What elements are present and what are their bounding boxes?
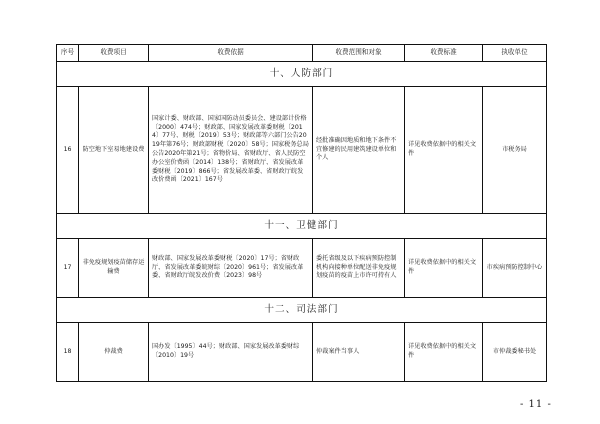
section-title: 十二、司法部门 <box>57 298 547 323</box>
row-item: 防空地下室易地建设费 <box>79 87 149 214</box>
table-row <box>57 239 547 298</box>
row-standard: 详见收费依据中的相关文件 <box>405 87 483 214</box>
row-item: 非免疫规划疫苗储存运输费 <box>79 239 149 298</box>
section-heading-justice <box>57 298 547 323</box>
row-item: 仲裁费 <box>79 323 149 382</box>
table-header-row <box>57 45 547 62</box>
row-unit: 市疾病预防控制中心 <box>483 239 547 298</box>
section-heading-civil-defense <box>57 62 547 87</box>
row-basis: 财政部、国家发展改革委财税〔2020〕17号；省财政厅、省发展改革委皖财综〔2020〕961号；省发展改革委、省财政厅皖发改价费〔2023〕98号 <box>149 239 313 298</box>
header-item: 收费项目 <box>79 45 149 62</box>
row-unit: 市仲裁委秘书处 <box>483 323 547 382</box>
section-title: 十、人防部门 <box>57 62 547 87</box>
section-heading-health <box>57 214 547 239</box>
fee-table <box>56 44 547 382</box>
row-no: 16 <box>57 87 79 214</box>
section-title: 十一、卫健部门 <box>57 214 547 239</box>
header-scope: 收费范围和对象 <box>313 45 405 62</box>
row-basis: 国办发〔1995〕44号；财政部、国家发展改革委财综〔2010〕19号 <box>149 323 313 382</box>
row-scope: 仲裁案件当事人 <box>313 323 405 382</box>
page-number: - 11 - <box>520 399 552 410</box>
row-no: 17 <box>57 239 79 298</box>
table-row <box>57 87 547 214</box>
header-basis: 收费依据 <box>149 45 313 62</box>
row-scope: 委托省级及以下疾病预防控制机构向接种单位配送非免疫规划疫苗的疫苗上市许可持有人 <box>313 239 405 298</box>
header-no: 序号 <box>57 45 79 62</box>
table-row <box>57 323 547 382</box>
header-standard: 收费标准 <box>405 45 483 62</box>
header-unit: 执收单位 <box>483 45 547 62</box>
fee-table-document <box>56 44 546 380</box>
row-standard: 详见收费依据中的相关文件 <box>405 239 483 298</box>
row-no: 18 <box>57 323 79 382</box>
row-scope: 经批准确因地质和地下条件不宜修建的民用建筑建设单位和个人 <box>313 87 405 214</box>
row-basis: 国家计委、财政部、国家国防动员委员会、建设部计价格〔2000〕474号；财政部、国家发展改革委财税〔2014〕77号、财税〔2019〕53号；财政部等六部门公告2019年第76号；财政部财税〔2020〕58号；国家税务总局公告2020年第21号；省物价局、省财政厅、省人民防空办公室价费函〔2014〕138号；省财政厅、省发展改革委财税〔2019〕866号；省发展改革委、省财政厅皖发改价费函〔2021〕167号 <box>149 87 313 214</box>
row-standard: 详见收费依据中的相关文件 <box>405 323 483 382</box>
row-unit: 市税务局 <box>483 87 547 214</box>
